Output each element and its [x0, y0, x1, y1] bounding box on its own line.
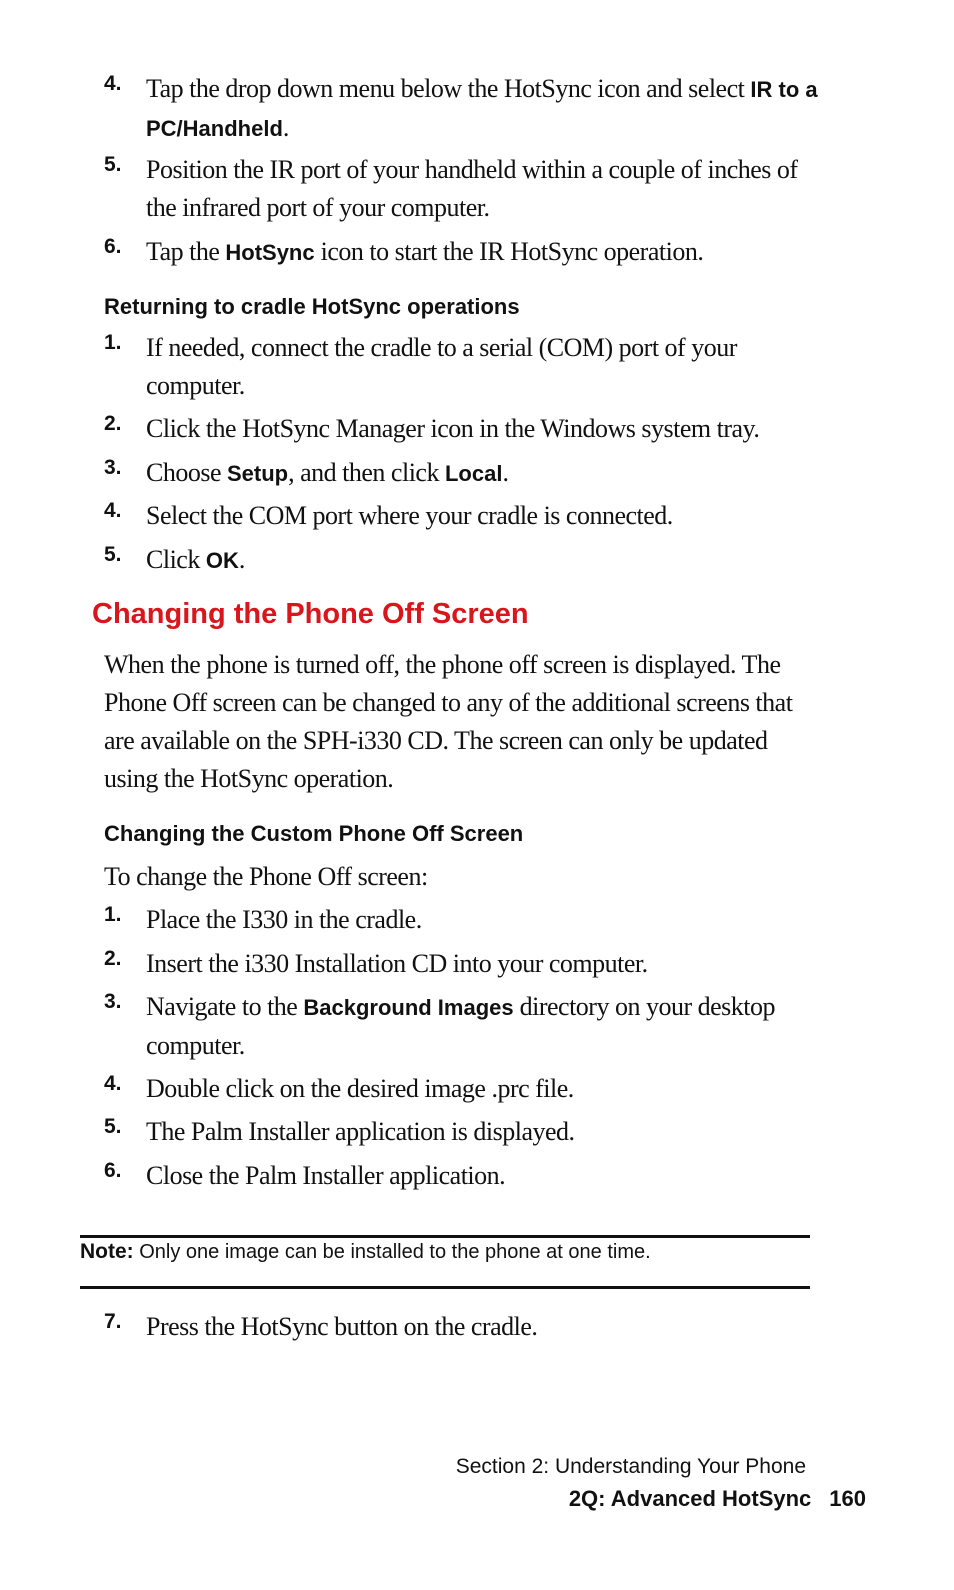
step-5-intro: 5. Position the IR port of your handheld within a couple of inches of the infrared port of your computer. — [104, 153, 798, 222]
note-text: Only one image can be installed to the phone at one time. — [133, 1241, 651, 1263]
step-number: 1. — [104, 903, 122, 926]
section-paragraph: When the phone is turned off, the phone off screen is displayed. The Phone Off screen can be changed to any of the additional screens that are available on the SPH-i330 CD. The screen can only be updated using the HotSync operation. — [104, 650, 793, 793]
cradle-step-2: 2. Click the HotSync Manager icon in the Windows system tray. — [104, 412, 760, 443]
footer-section: Section 2: Understanding Your Phone — [455, 1455, 806, 1478]
cradle-step-3: 3. Choose Setup, and then click Local. — [104, 456, 509, 487]
custom-step-1: 1. Place the I330 in the cradle. — [104, 903, 422, 934]
step-number: 5. — [104, 543, 122, 566]
custom-step-6: 6. Close the Palm Installer application. — [104, 1159, 506, 1190]
menu-option-ir: IR to a PC/Handheld — [146, 77, 818, 141]
note-top-rule — [80, 1235, 810, 1238]
step-number: 6. — [104, 235, 122, 258]
step-6-intro: 6. Tap the HotSync icon to start the IR HotSync operation. — [104, 235, 704, 266]
step-number: 5. — [104, 153, 122, 176]
footer-chapter: 2Q: Advanced HotSync 160 — [568, 1486, 866, 1511]
step-number: 5. — [104, 1115, 122, 1138]
page-number: 160 — [829, 1486, 866, 1511]
custom-step-4: 4. Double click on the desired image .prc file. — [104, 1072, 574, 1103]
custom-lead: To change the Phone Off screen: — [104, 862, 428, 891]
step-number: 2. — [104, 947, 122, 970]
custom-step-2: 2. Insert the i330 Installation CD into your computer. — [104, 947, 648, 978]
step-number: 7. — [104, 1310, 122, 1333]
section-title: Changing the Phone Off Screen — [92, 598, 529, 630]
cradle-step-5: 5. Click OK. — [104, 543, 245, 574]
step-number: 3. — [104, 990, 122, 1013]
final-step-7: 7. Press the HotSync button on the cradle. — [104, 1310, 538, 1341]
subheading-cradle: Returning to cradle HotSync operations — [104, 294, 520, 319]
step-number: 2. — [104, 412, 122, 435]
cradle-step-4: 4. Select the COM port where your cradle is connected. — [104, 499, 673, 530]
note — [80, 1240, 651, 1264]
step-number: 1. — [104, 331, 122, 354]
custom-step-5: 5. The Palm Installer application is displayed. — [104, 1115, 575, 1146]
note-label: Note: — [80, 1240, 134, 1263]
custom-step-3: 3. Navigate to the Background Images directory on your desktop computer. — [104, 990, 776, 1060]
step-number: 4. — [104, 72, 122, 95]
step-4-intro: 4. Tap the drop down menu below the HotSync icon and select IR to a PC/Handheld. — [104, 72, 818, 142]
note-bottom-rule — [80, 1286, 810, 1289]
subheading-custom: Changing the Custom Phone Off Screen — [104, 821, 524, 846]
step-number: 4. — [104, 1072, 122, 1095]
step-number: 3. — [104, 456, 122, 479]
cradle-step-1: 1. If needed, connect the cradle to a serial (COM) port of your computer. — [104, 331, 737, 400]
step-number: 4. — [104, 499, 122, 522]
step-number: 6. — [104, 1159, 122, 1182]
